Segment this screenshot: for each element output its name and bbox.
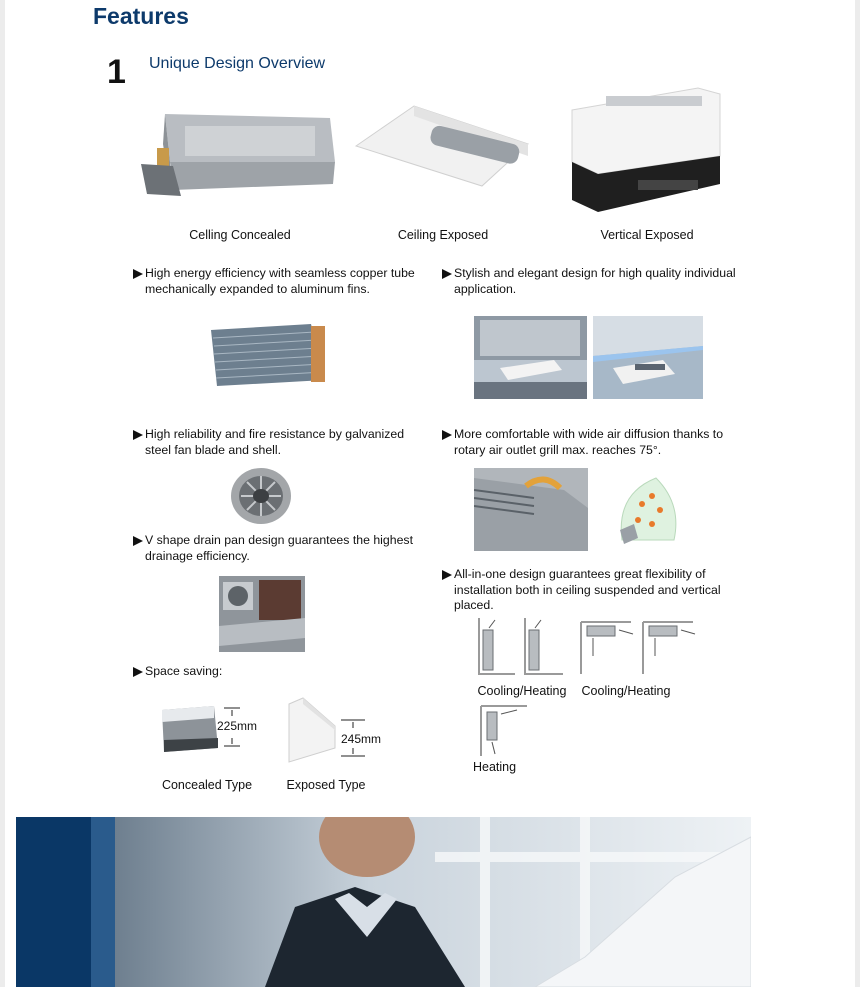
interior-photo-vertical-unit bbox=[474, 316, 587, 399]
concealed-type-label: Concealed Type bbox=[161, 778, 253, 792]
installation-diagram-heating bbox=[477, 704, 531, 758]
feature-diffusion: More comfortable with wide air diffusion thanks to rotary air outlet grill max. reaches 75°. bbox=[442, 427, 754, 458]
banner-mid-stripe bbox=[91, 817, 115, 987]
caption-ceiling-exposed: Ceiling Exposed bbox=[397, 228, 489, 242]
bullet-arrow-icon bbox=[133, 536, 143, 546]
vertical-exposed-unit-image bbox=[568, 84, 723, 218]
banner-dark-stripe bbox=[16, 817, 91, 987]
installation-label-1: Cooling/Heating bbox=[477, 684, 567, 698]
feature-space-saving: Space saving: bbox=[133, 664, 333, 680]
section-number: 1 bbox=[107, 53, 126, 91]
bullet-arrow-icon bbox=[133, 667, 143, 677]
feature-drain: V shape drain pan design guarantees the highest drainage efficiency. bbox=[133, 533, 433, 564]
drain-pan-photo bbox=[219, 576, 305, 652]
exposed-type-diagram bbox=[285, 696, 367, 764]
section-title: Unique Design Overview bbox=[149, 55, 326, 72]
bullet-arrow-icon bbox=[133, 269, 143, 279]
bullet-arrow-icon bbox=[442, 269, 452, 279]
air-diffusion-diagram bbox=[612, 474, 686, 546]
exposed-dimension-label: 245mm bbox=[341, 732, 382, 746]
installation-diagrams-top bbox=[475, 616, 697, 678]
rotary-grill-image bbox=[474, 468, 588, 551]
installation-label-3: Heating bbox=[473, 760, 517, 774]
feature-reliability: High reliability and fire resistance by galvanized steel fan blade and shell. bbox=[133, 427, 433, 458]
fan-blade-image bbox=[229, 466, 293, 526]
document-page bbox=[5, 0, 855, 987]
exposed-type-label: Exposed Type bbox=[286, 778, 366, 792]
bullet-arrow-icon bbox=[133, 430, 143, 440]
businessman-photo bbox=[115, 817, 751, 987]
bullet-arrow-icon bbox=[442, 570, 452, 580]
concealed-dimension-label: 225mm bbox=[217, 719, 258, 733]
feature-design: Stylish and elegant design for high quality individual application. bbox=[442, 266, 754, 297]
copper-coil-image bbox=[207, 320, 329, 390]
caption-vertical-exposed: Vertical Exposed bbox=[600, 228, 694, 242]
page-title: Features bbox=[93, 3, 189, 29]
feature-all-in-one: All-in-one design guarantees great flexibility of installation both in ceiling suspended and vertical placed. bbox=[442, 567, 742, 614]
ceiling-exposed-unit-image bbox=[352, 100, 532, 188]
installation-label-2: Cooling/Heating bbox=[581, 684, 671, 698]
bullet-arrow-icon bbox=[442, 430, 452, 440]
interior-photo-ceiling-unit bbox=[593, 316, 703, 399]
caption-ceiling-concealed: Celling Concealed bbox=[189, 228, 291, 242]
feature-coil: High energy efficiency with seamless copper tube mechanically expanded to aluminum fins. bbox=[133, 266, 433, 297]
ceiling-concealed-unit-image bbox=[135, 104, 343, 200]
